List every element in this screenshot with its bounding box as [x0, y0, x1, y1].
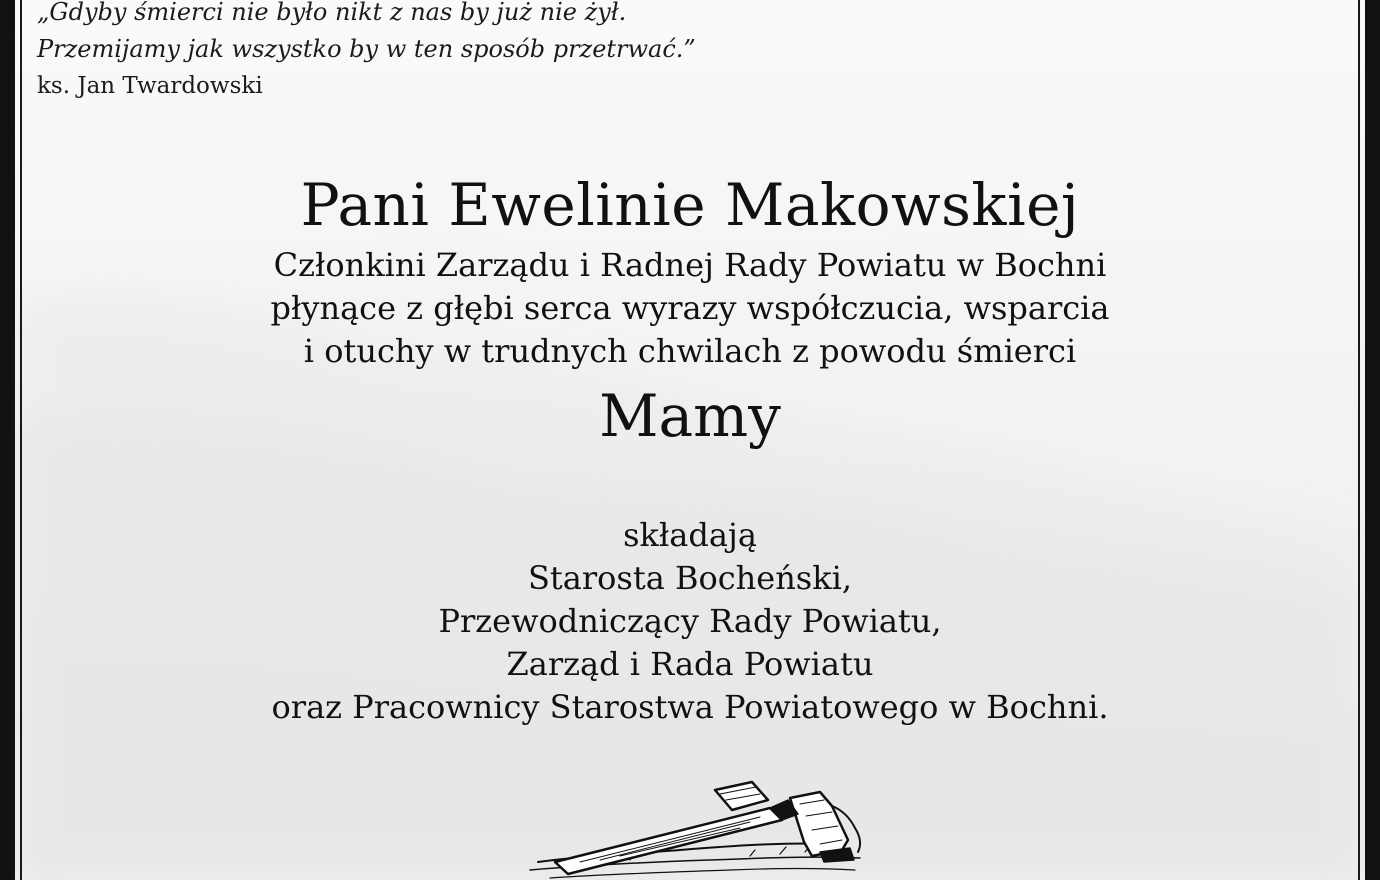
fallen-cross-icon: [520, 770, 870, 880]
quote-line-2: Przemijamy jak wszystko by w ten sposób przetrwać.”: [37, 35, 696, 63]
quote-line-1: „Gdyby śmierci nie było nikt z nas by już nie żył.: [37, 0, 627, 26]
message-line: Członkini Zarządu i Radnej Rady Powiatu w Bochni: [273, 246, 1107, 284]
message-line: płynące z głębi serca wyrazy współczucia, wsparcia: [270, 289, 1110, 327]
signers-line: oraz Pracownicy Starostwa Powiatowego w Bochni.: [271, 688, 1109, 726]
condolence-message: [15, 244, 1365, 373]
signers-line: Starosta Bocheński,: [527, 559, 853, 597]
signers-line: Zarząd i Rada Powiatu: [506, 645, 874, 683]
quote-block: [37, 0, 696, 105]
message-line: i otuchy w trudnych chwilach z powodu śmierci: [303, 332, 1077, 370]
deceased-label: Mamy: [599, 382, 781, 450]
signers-line: składają: [623, 516, 757, 554]
notice-card: [15, 0, 1365, 880]
recipient-name: Pani Ewelinie Makowskiej: [300, 171, 1080, 239]
quote-author: ks. Jan Twardowski: [37, 73, 263, 99]
signers-line: Przewodniczący Rady Powiatu,: [438, 602, 942, 640]
signers-block: [15, 514, 1365, 729]
